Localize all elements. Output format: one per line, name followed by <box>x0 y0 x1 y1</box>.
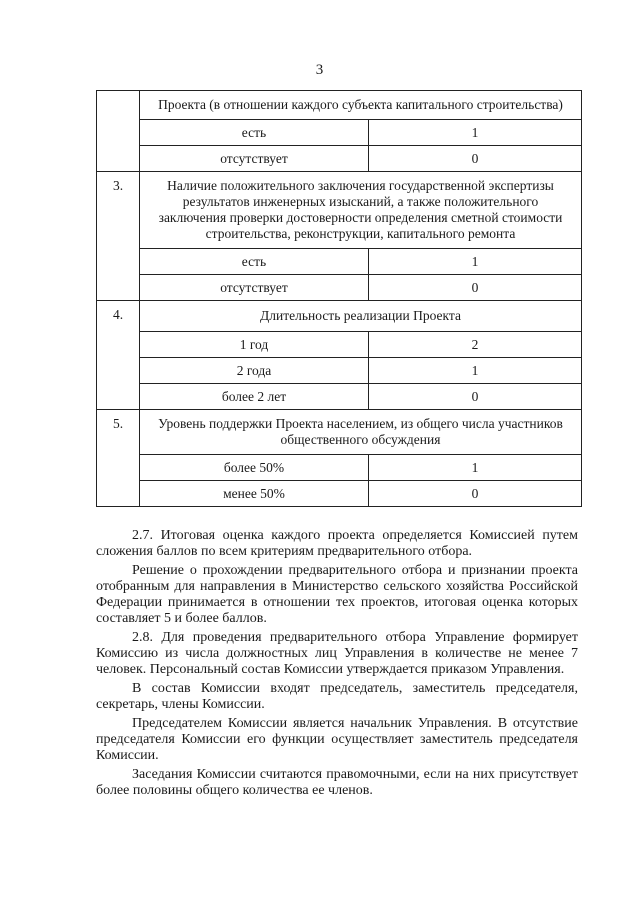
option-cell: отсутствует <box>140 146 369 172</box>
body-text <box>96 528 578 802</box>
option-cell: отсутствует <box>140 275 369 301</box>
paragraph: 2.8. Для проведения предварительного отбора Управление формирует Комиссию из числа должностных лиц Управления в количестве не менее 7 человек. Персональный состав Комиссии утверждается приказом Управления. <box>96 630 578 677</box>
table-row <box>97 275 582 301</box>
option-cell: более 2 лет <box>140 384 369 410</box>
score-cell: 0 <box>369 146 582 172</box>
score-cell: 1 <box>369 455 582 481</box>
table-row <box>97 384 582 410</box>
criterion-number: 5. <box>97 410 140 507</box>
table-row <box>97 332 582 358</box>
criterion-heading: Проекта (в отношении каждого субъекта капитального строительства) <box>140 91 582 120</box>
paragraph: Решение о прохождении предварительного отбора и признании проекта отобранным для направления в Министерство сельского хозяйства Российской Федерации принимается в отношении тех проектов, итоговая оценка которых составляет 5 и более баллов. <box>96 563 578 626</box>
criterion-number: 3. <box>97 172 140 301</box>
paragraph: 2.7. Итоговая оценка каждого проекта определяется Комиссией путем сложения баллов по всем критериям предварительного отбора. <box>96 528 578 559</box>
option-cell: есть <box>140 120 369 146</box>
page-number: 3 <box>315 62 324 78</box>
table-row <box>97 301 582 332</box>
paragraph: В состав Комиссии входят председатель, заместитель председателя, секретарь, члены Комиссии. <box>96 681 578 712</box>
table-row <box>97 120 582 146</box>
paragraph: Заседания Комиссии считаются правомочными, если на них присутствует более половины общего количества ее членов. <box>96 767 578 798</box>
table-row <box>97 410 582 455</box>
table-row <box>97 358 582 384</box>
table-row <box>97 172 582 249</box>
score-cell: 0 <box>369 275 582 301</box>
criterion-number <box>97 91 140 172</box>
score-cell: 0 <box>369 481 582 507</box>
criterion-heading: Длительность реализации Проекта <box>140 301 582 332</box>
table-row <box>97 91 582 120</box>
criterion-heading: Наличие положительного заключения государственной экспертизы результатов инженерных изысканий, а также положительного заключения проверки достоверности определения сметной стоимости строительства, реконструкции, капитального ремонта <box>140 172 582 249</box>
option-cell: 2 года <box>140 358 369 384</box>
option-cell: есть <box>140 249 369 275</box>
table-row <box>97 146 582 172</box>
table-row <box>97 481 582 507</box>
score-cell: 0 <box>369 384 582 410</box>
option-cell: более 50% <box>140 455 369 481</box>
option-cell: 1 год <box>140 332 369 358</box>
option-cell: менее 50% <box>140 481 369 507</box>
criteria-table <box>96 90 582 507</box>
score-cell: 1 <box>369 249 582 275</box>
paragraph: Председателем Комиссии является начальник Управления. В отсутствие председателя Комиссии его функции осуществляет заместитель председателя Комиссии. <box>96 716 578 763</box>
criterion-number: 4. <box>97 301 140 410</box>
score-cell: 2 <box>369 332 582 358</box>
table-row <box>97 455 582 481</box>
criterion-heading: Уровень поддержки Проекта населением, из общего числа участников общественного обсуждения <box>140 410 582 455</box>
table-row <box>97 249 582 275</box>
score-cell: 1 <box>369 358 582 384</box>
score-cell: 1 <box>369 120 582 146</box>
